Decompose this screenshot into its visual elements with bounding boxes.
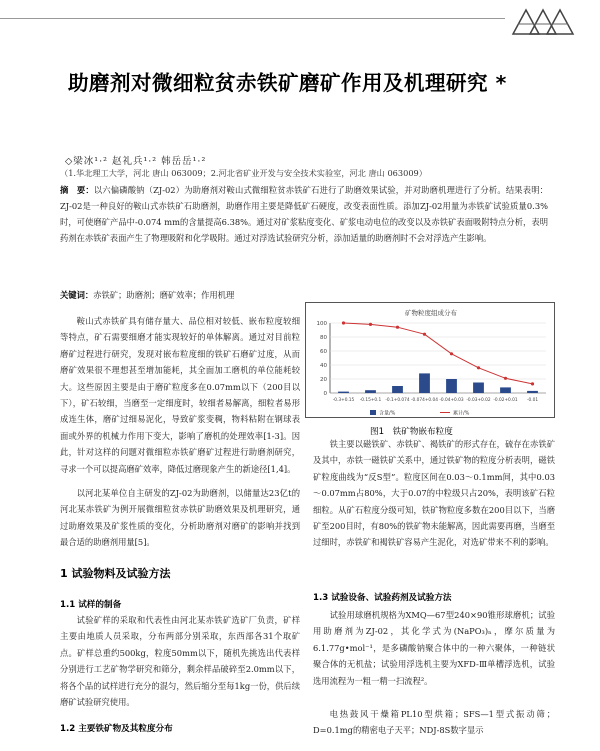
chart-line-point	[396, 326, 399, 329]
chart-line-point	[531, 382, 534, 385]
section-1-2-heading: 1.2 主要铁矿物及其粒度分布	[60, 724, 173, 734]
chart-x-tick-label: -0.15+0.1	[359, 398, 382, 403]
authors: ◇梁冰¹·² 赵礼兵¹·² 韩岳岳¹·²	[65, 156, 207, 167]
journal-logo-icon	[508, 6, 578, 38]
intro-paragraph-2: 以河北某单位自主研发的ZJ-02为助磨剂，以储量达23亿t的河北某赤铁矿为例开展微细粒贫赤铁矿助磨效果及机理研究，通过助磨效果及矿浆性质的变化，分析助磨剂对磨矿的影响并找到最合适的助磨剂用量[5]。	[60, 488, 300, 548]
header-rule	[0, 18, 505, 19]
section-1-3-text-2: 电热鼓风干燥箱PL10型烘箱；SFS—1型式振动筛；D=0.1mg的精密电子天平；NDJ-8S数字显示	[313, 709, 555, 736]
chart-bar	[419, 373, 430, 393]
chart-title: 矿物粒度组成分布	[405, 309, 457, 317]
abstract-text: 以六偏磷酸钠（ZJ-02）为助磨剂对鞍山式微细粒贫赤铁矿石进行了助磨效果试验，并对助磨机理进行了分析。结果表明：ZJ-02是一种良好的鞍山式赤铁矿石助磨剂，助磨作用主要是降低矿石硬度，改变表面性质。添加ZJ-02用量为赤铁矿试验质量0.3%时，可使磨矿产品中-0.074 mm的含量提高6.38%。通过对矿浆粘度变化、矿浆电动电位的改变以及赤铁矿表面吸附特点分析，表明药剂在赤铁矿表面产生了物理吸附和化学吸附。通过对浮选试验研究分析，添加适量的助磨剂时不会对浮选产生影响。	[60, 185, 548, 243]
section-1-3-text: 试验用球磨机规格为XMQ—67型240×90锥形球磨机；试验用助磨剂为ZJ-02，其化学式为(NaPO₃)ₙ，摩尔质量为6.1.77g•mol⁻¹，是多磷酸钠聚合体中的一种六聚体，一种链状聚合体的无机盐；试验用浮选机主要为XFD-Ⅲ单槽浮选机，试验选用流程为一粗一精一扫流程²。	[313, 610, 555, 686]
abstract-label: 摘 要：	[60, 185, 94, 195]
keywords-text: 赤铁矿；助磨剂；磨矿效率；作用机理	[93, 290, 235, 300]
affiliation: （1.华北理工大学，河北 唐山 063009；2.河北省矿业开发与安全技术实验室，河北 唐山 063009）	[60, 168, 427, 178]
chart-legend-bar-label: 含量/%	[379, 410, 396, 417]
intro-paragraph-1: 鞍山式赤铁矿具有储存量大、品位相对较低、嵌布粒度较细等特点，矿石需要细磨才能实现较好的单体解离。通过对目前粒磨矿过程进行研究，发现对嵌布粒度细的铁矿石磨矿过度，从而磨矿效果很不理想甚至增加能耗，其全面加工磨机的单位能耗较大。这些原因主要是由于磨矿粒度多在0.07mm以下（200目以下），矿石较细，当磨至一定细度时，较细者易解离，细粒者易形成连生体，磨矿过细易泥化，导致矿浆变稠，物料粘附在钢球表面或外界的机械力作用下变大，影响了磨机的处理效率[1-3]。因此，针对这样的问题对微细粒赤铁矿磨矿过程进行助磨剂研究，寻求一个可以提高磨矿效率，降低过磨现象产生的新途径[1,4]。	[60, 316, 300, 474]
chart-bar	[446, 379, 457, 393]
chart-y-tick-label: 100	[316, 321, 327, 327]
chart-svg	[306, 303, 556, 419]
figure-1-chart	[305, 302, 555, 418]
chart-bar	[473, 383, 484, 394]
chart-bar	[527, 391, 538, 393]
chart-line-point	[450, 352, 453, 355]
chart-x-tick-label: -0.02+0.01	[493, 398, 518, 403]
section-1-1-heading: 1.1 试样的制备	[60, 600, 122, 610]
chart-x-tick-label: -0.01	[526, 398, 539, 403]
chart-bar	[365, 390, 376, 393]
chart-legend-line-label: 累计/%	[453, 410, 470, 417]
chart-y-tick-label: 0	[323, 391, 327, 397]
chart-y-tick-label: 20	[320, 377, 327, 383]
section-1-1-text: 试验矿样的采取和代表性由河北某赤铁矿选矿厂负责，矿样主要由地质人员采取，分布两部分别采取，东西部各31个取矿点。矿样总重约500kg，粒度50mm以下，随机先挑选出代表样分别进行工艺矿物学研究和筛分，剩余样品破碎至2.0mm以下，将各个品的试样进行充分的混匀，然后缩分至每1kg一份，供后续磨矿试验研究使用。	[60, 615, 300, 708]
chart-x-tick-label: -0.074+0.04	[410, 398, 439, 403]
paper-title: 助磨剂对微细粒贫赤铁矿磨矿作用及机理研究 *	[68, 71, 507, 95]
chart-x-tick-label: -0.3+0.15	[332, 398, 355, 403]
chart-y-tick-label: 80	[320, 335, 327, 341]
section-1-3-heading: 1.3 试验设备、试验药剂及试验方法	[313, 593, 452, 603]
chart-x-tick-label: -0.03+0.02	[466, 398, 491, 403]
intro-column	[60, 313, 300, 551]
chart-y-tick-label: 60	[320, 349, 327, 355]
keywords	[60, 289, 234, 301]
header-band	[0, 0, 600, 42]
chart-line-point	[477, 366, 480, 369]
chart-y-tick-label: 40	[320, 363, 327, 369]
chart-x-tick-label: -0.1+0.074	[385, 398, 410, 403]
chart-bar	[392, 386, 403, 393]
chart-line-point	[342, 321, 345, 324]
section-1-heading: 1 试验物料及试验方法	[60, 567, 171, 580]
keywords-label: 关键词：	[60, 290, 94, 300]
figure-1-caption: 图1 铁矿物嵌布粒度	[370, 427, 453, 437]
chart-line-point	[423, 333, 426, 336]
section-1-2-text: 铁主要以磁铁矿、赤铁矿、褐铁矿的形式存在，硫存在赤铁矿及其中，赤铁一磁铁矿关系中，通过铁矿物的粒度分析表明，磁铁矿粒度曲线为“反S型”。粒度区间在0.03～0.1mm间，其中0.03～0.07mm占80%，大于0.07的中粒级只占20%，表明该矿石粒细粒。从矿石粒度分级可知，铁矿物粒度多数在200目以下，当磨矿至200目时，有80%的铁矿物未能解离，因此需要再磨，当磨至过细时，赤铁矿和褐铁矿容易产生泥化，对选矿带来不利的影响。	[313, 439, 555, 548]
abstract	[60, 182, 548, 246]
chart-legend-bar-swatch	[370, 410, 376, 415]
chart-line-point	[504, 377, 507, 380]
chart-bar	[500, 387, 511, 393]
chart-line-point	[369, 323, 372, 326]
chart-x-tick-label: -0.04+0.03	[439, 398, 464, 403]
chart-bar	[338, 392, 349, 393]
chart-line-series	[344, 323, 533, 384]
